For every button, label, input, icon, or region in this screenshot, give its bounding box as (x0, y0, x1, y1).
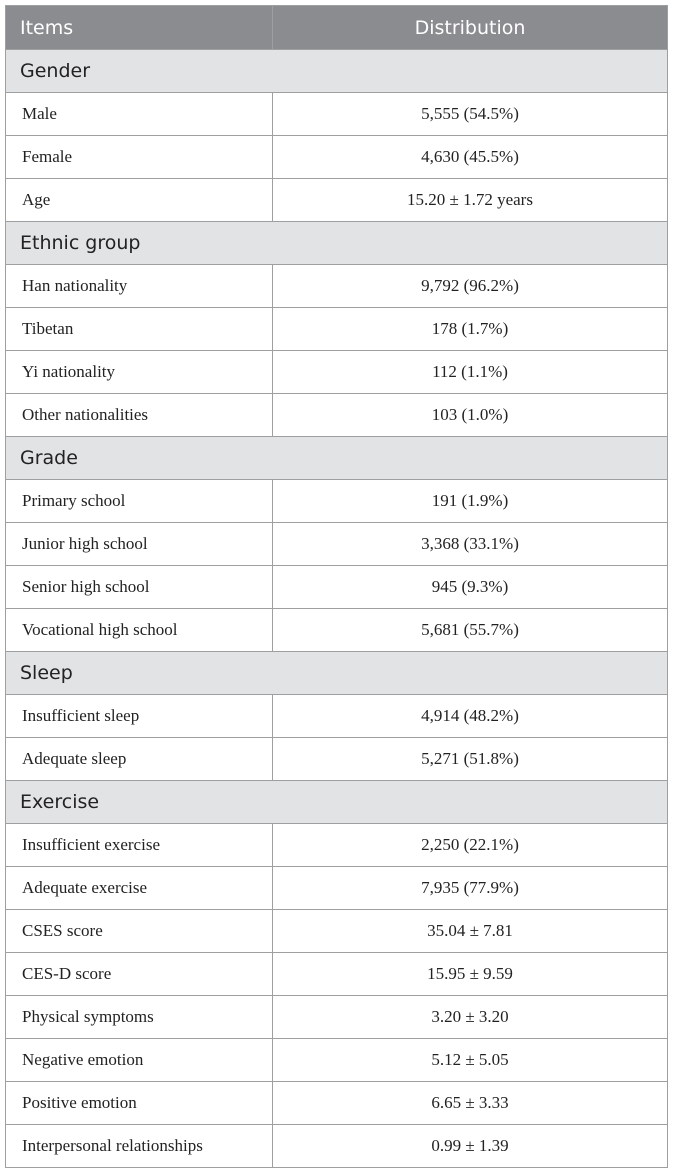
table-row (6, 394, 668, 437)
section-title: Sleep (6, 652, 668, 695)
item-cell: Adequate sleep (6, 738, 273, 781)
distribution-cell: 945 (9.3%) (273, 566, 668, 609)
table-row (6, 695, 668, 738)
table-row (6, 480, 668, 523)
table-row (6, 566, 668, 609)
distribution-cell: 5.12 ± 5.05 (273, 1039, 668, 1082)
distribution-cell: 3.20 ± 3.20 (273, 996, 668, 1039)
item-cell: Negative emotion (6, 1039, 273, 1082)
table-row (6, 351, 668, 394)
table-row (6, 824, 668, 867)
item-cell: Vocational high school (6, 609, 273, 652)
item-cell: CSES score (6, 910, 273, 953)
items-column-header: Items (6, 6, 273, 50)
section-row (6, 652, 668, 695)
table-row (6, 910, 668, 953)
distribution-cell: 2,250 (22.1%) (273, 824, 668, 867)
distribution-cell: 112 (1.1%) (273, 351, 668, 394)
table-row (6, 609, 668, 652)
distribution-column-header: Distribution (273, 6, 668, 50)
item-cell: Junior high school (6, 523, 273, 566)
section-title: Grade (6, 437, 668, 480)
table-row (6, 867, 668, 910)
item-cell: Insufficient exercise (6, 824, 273, 867)
distribution-cell: 103 (1.0%) (273, 394, 668, 437)
item-cell: Yi nationality (6, 351, 273, 394)
section-row (6, 781, 668, 824)
section-title: Ethnic group (6, 222, 668, 265)
table-row (6, 308, 668, 351)
item-cell: Primary school (6, 480, 273, 523)
section-row (6, 50, 668, 93)
distribution-cell: 6.65 ± 3.33 (273, 1082, 668, 1125)
distribution-cell: 178 (1.7%) (273, 308, 668, 351)
table-row (6, 1082, 668, 1125)
table-row (6, 93, 668, 136)
section-row (6, 437, 668, 480)
demographics-table (5, 5, 668, 1168)
distribution-cell: 5,271 (51.8%) (273, 738, 668, 781)
item-cell: Other nationalities (6, 394, 273, 437)
table-row (6, 738, 668, 781)
distribution-cell: 5,555 (54.5%) (273, 93, 668, 136)
item-cell: CES-D score (6, 953, 273, 996)
section-title: Exercise (6, 781, 668, 824)
distribution-cell: 191 (1.9%) (273, 480, 668, 523)
item-cell: Female (6, 136, 273, 179)
section-title: Gender (6, 50, 668, 93)
distribution-cell: 4,630 (45.5%) (273, 136, 668, 179)
distribution-cell: 3,368 (33.1%) (273, 523, 668, 566)
item-cell: Insufficient sleep (6, 695, 273, 738)
item-cell: Adequate exercise (6, 867, 273, 910)
distribution-cell: 5,681 (55.7%) (273, 609, 668, 652)
table-row (6, 1125, 668, 1168)
section-row (6, 222, 668, 265)
table-body (6, 50, 668, 1168)
distribution-cell: 4,914 (48.2%) (273, 695, 668, 738)
distribution-cell: 9,792 (96.2%) (273, 265, 668, 308)
item-cell: Male (6, 93, 273, 136)
item-cell: Physical symptoms (6, 996, 273, 1039)
item-cell: Positive emotion (6, 1082, 273, 1125)
table-row (6, 953, 668, 996)
item-cell: Han nationality (6, 265, 273, 308)
item-cell: Senior high school (6, 566, 273, 609)
item-cell: Interpersonal relationships (6, 1125, 273, 1168)
table-row (6, 996, 668, 1039)
distribution-cell: 15.20 ± 1.72 years (273, 179, 668, 222)
distribution-cell: 35.04 ± 7.81 (273, 910, 668, 953)
item-cell: Age (6, 179, 273, 222)
distribution-cell: 7,935 (77.9%) (273, 867, 668, 910)
table-header-row (6, 6, 668, 50)
table-row (6, 265, 668, 308)
distribution-cell: 15.95 ± 9.59 (273, 953, 668, 996)
table-row (6, 179, 668, 222)
distribution-cell: 0.99 ± 1.39 (273, 1125, 668, 1168)
demographics-table-container (5, 5, 667, 1168)
item-cell: Tibetan (6, 308, 273, 351)
table-row (6, 136, 668, 179)
table-row (6, 523, 668, 566)
table-row (6, 1039, 668, 1082)
